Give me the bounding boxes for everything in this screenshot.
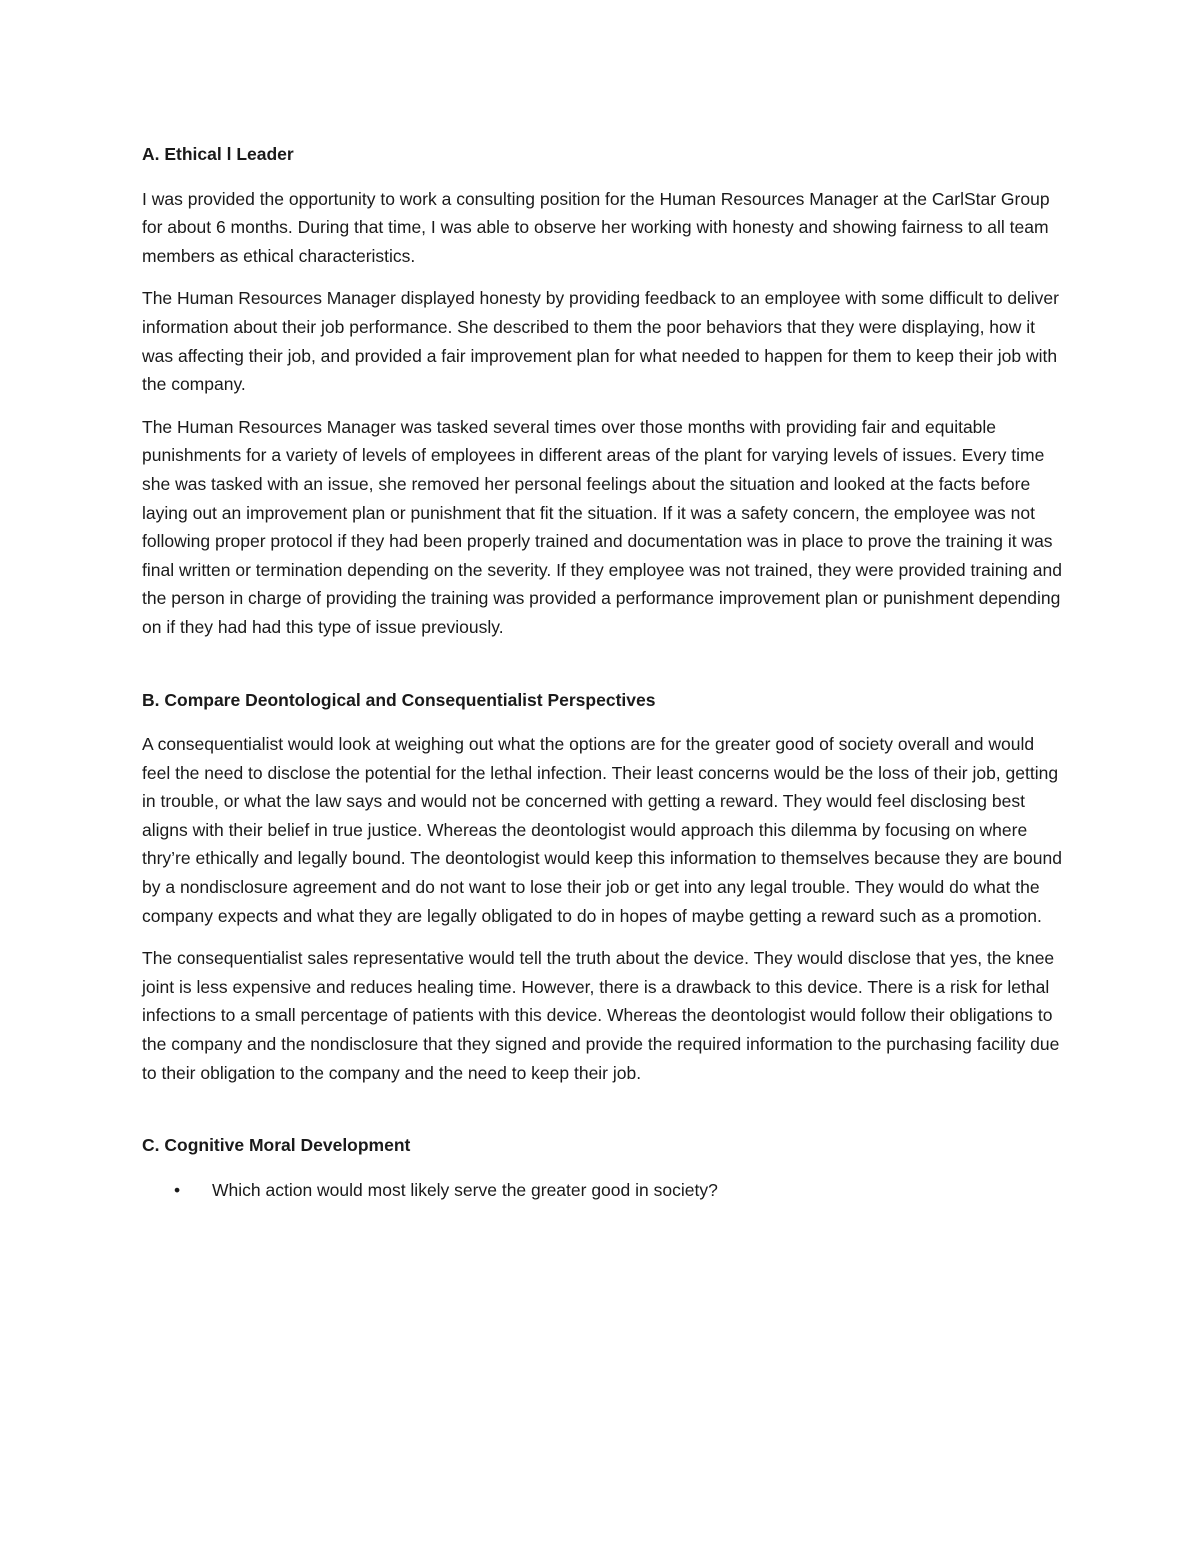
list-item-text: Which action would most likely serve the greater good in society? (212, 1179, 718, 1200)
section-b-paragraph-2: The consequentialist sales representative would tell the truth about the device. They would disclose that yes, the knee joint is less expensive and reduces healing time. However, there is a drawback to this device. There is a risk for lethal infections to a small percentage of patients with this device. Whereas the deontologist would follow their obligations to the company and the nondisclosure that they signed and provide the required information to the purchasing facility due to their obligation to the company and the need to keep their job. (142, 948, 1060, 1083)
section-spacer (142, 656, 1062, 686)
section-a-paragraph-3: The Human Resources Manager was tasked several times over those months with providing fair and equitable punishments for a variety of levels of employees in different areas of the plant for varying levels of issues. Every time she was tasked with an issue, she removed her personal feelings about the situation and looked at the facts before laying out an improvement plan or punishment that fit the situation. If it was a safety concern, the employee was not following proper protocol if they had been properly trained and documentation was in place to prove the training it was final written or termination depending on the severity. If they employee was not trained, they were provided training and the person in charge of providing the training was provided a performance improvement plan or punishment depending on if they had had this type of issue previously. (142, 416, 1062, 637)
section-a-paragraph-1: I was provided the opportunity to work a consulting position for the Human Resources Manager at the CarlStar Group for about 6 months. During that time, I was able to observe her working with honesty and showing fairness to all team members as ethical characteristics. (142, 188, 1050, 266)
section-b-heading: B. Compare Deontological and Consequentialist Perspectives (142, 689, 656, 710)
bullet-icon: • (174, 1179, 181, 1200)
section-a-heading: A. Ethical l Leader (142, 144, 294, 164)
section-c-heading: C. Cognitive Moral Development (142, 1135, 411, 1156)
section-a (142, 140, 1062, 642)
section-c (142, 1131, 1062, 1204)
section-spacer (142, 1101, 1062, 1131)
section-b (142, 686, 1062, 1088)
section-a-paragraph-2: The Human Resources Manager displayed honesty by providing feedback to an employee with some difficult to deliver information about their job performance. She described to them the poor behaviors that they were displaying, how it was affecting their job, and provided a fair improvement plan for what needed to happen for them to keep their job with the company. (142, 288, 1059, 395)
document-page (142, 140, 1062, 1204)
list-item (142, 1176, 1062, 1205)
section-b-paragraph-1: A consequentialist would look at weighing out what the options are for the greater good of society overall and would feel the need to disclose the potential for the lethal infection. Their least concerns would be the loss of their job, getting in trouble, or what the law says and would not be concerned with getting a reward. They would feel disclosing best aligns with their belief in true justice. Whereas the deontologist would approach this dilemma by focusing on where thry’re ethically and legally bound. The deontologist would keep this information to themselves because they are bound by a nondisclosure agreement and do not want to lose their job or get into any legal trouble. They would do what the company expects and what they are legally obligated to do in hopes of maybe getting a reward such as a promotion. (142, 734, 1062, 926)
section-c-bullet-list (142, 1176, 1062, 1205)
